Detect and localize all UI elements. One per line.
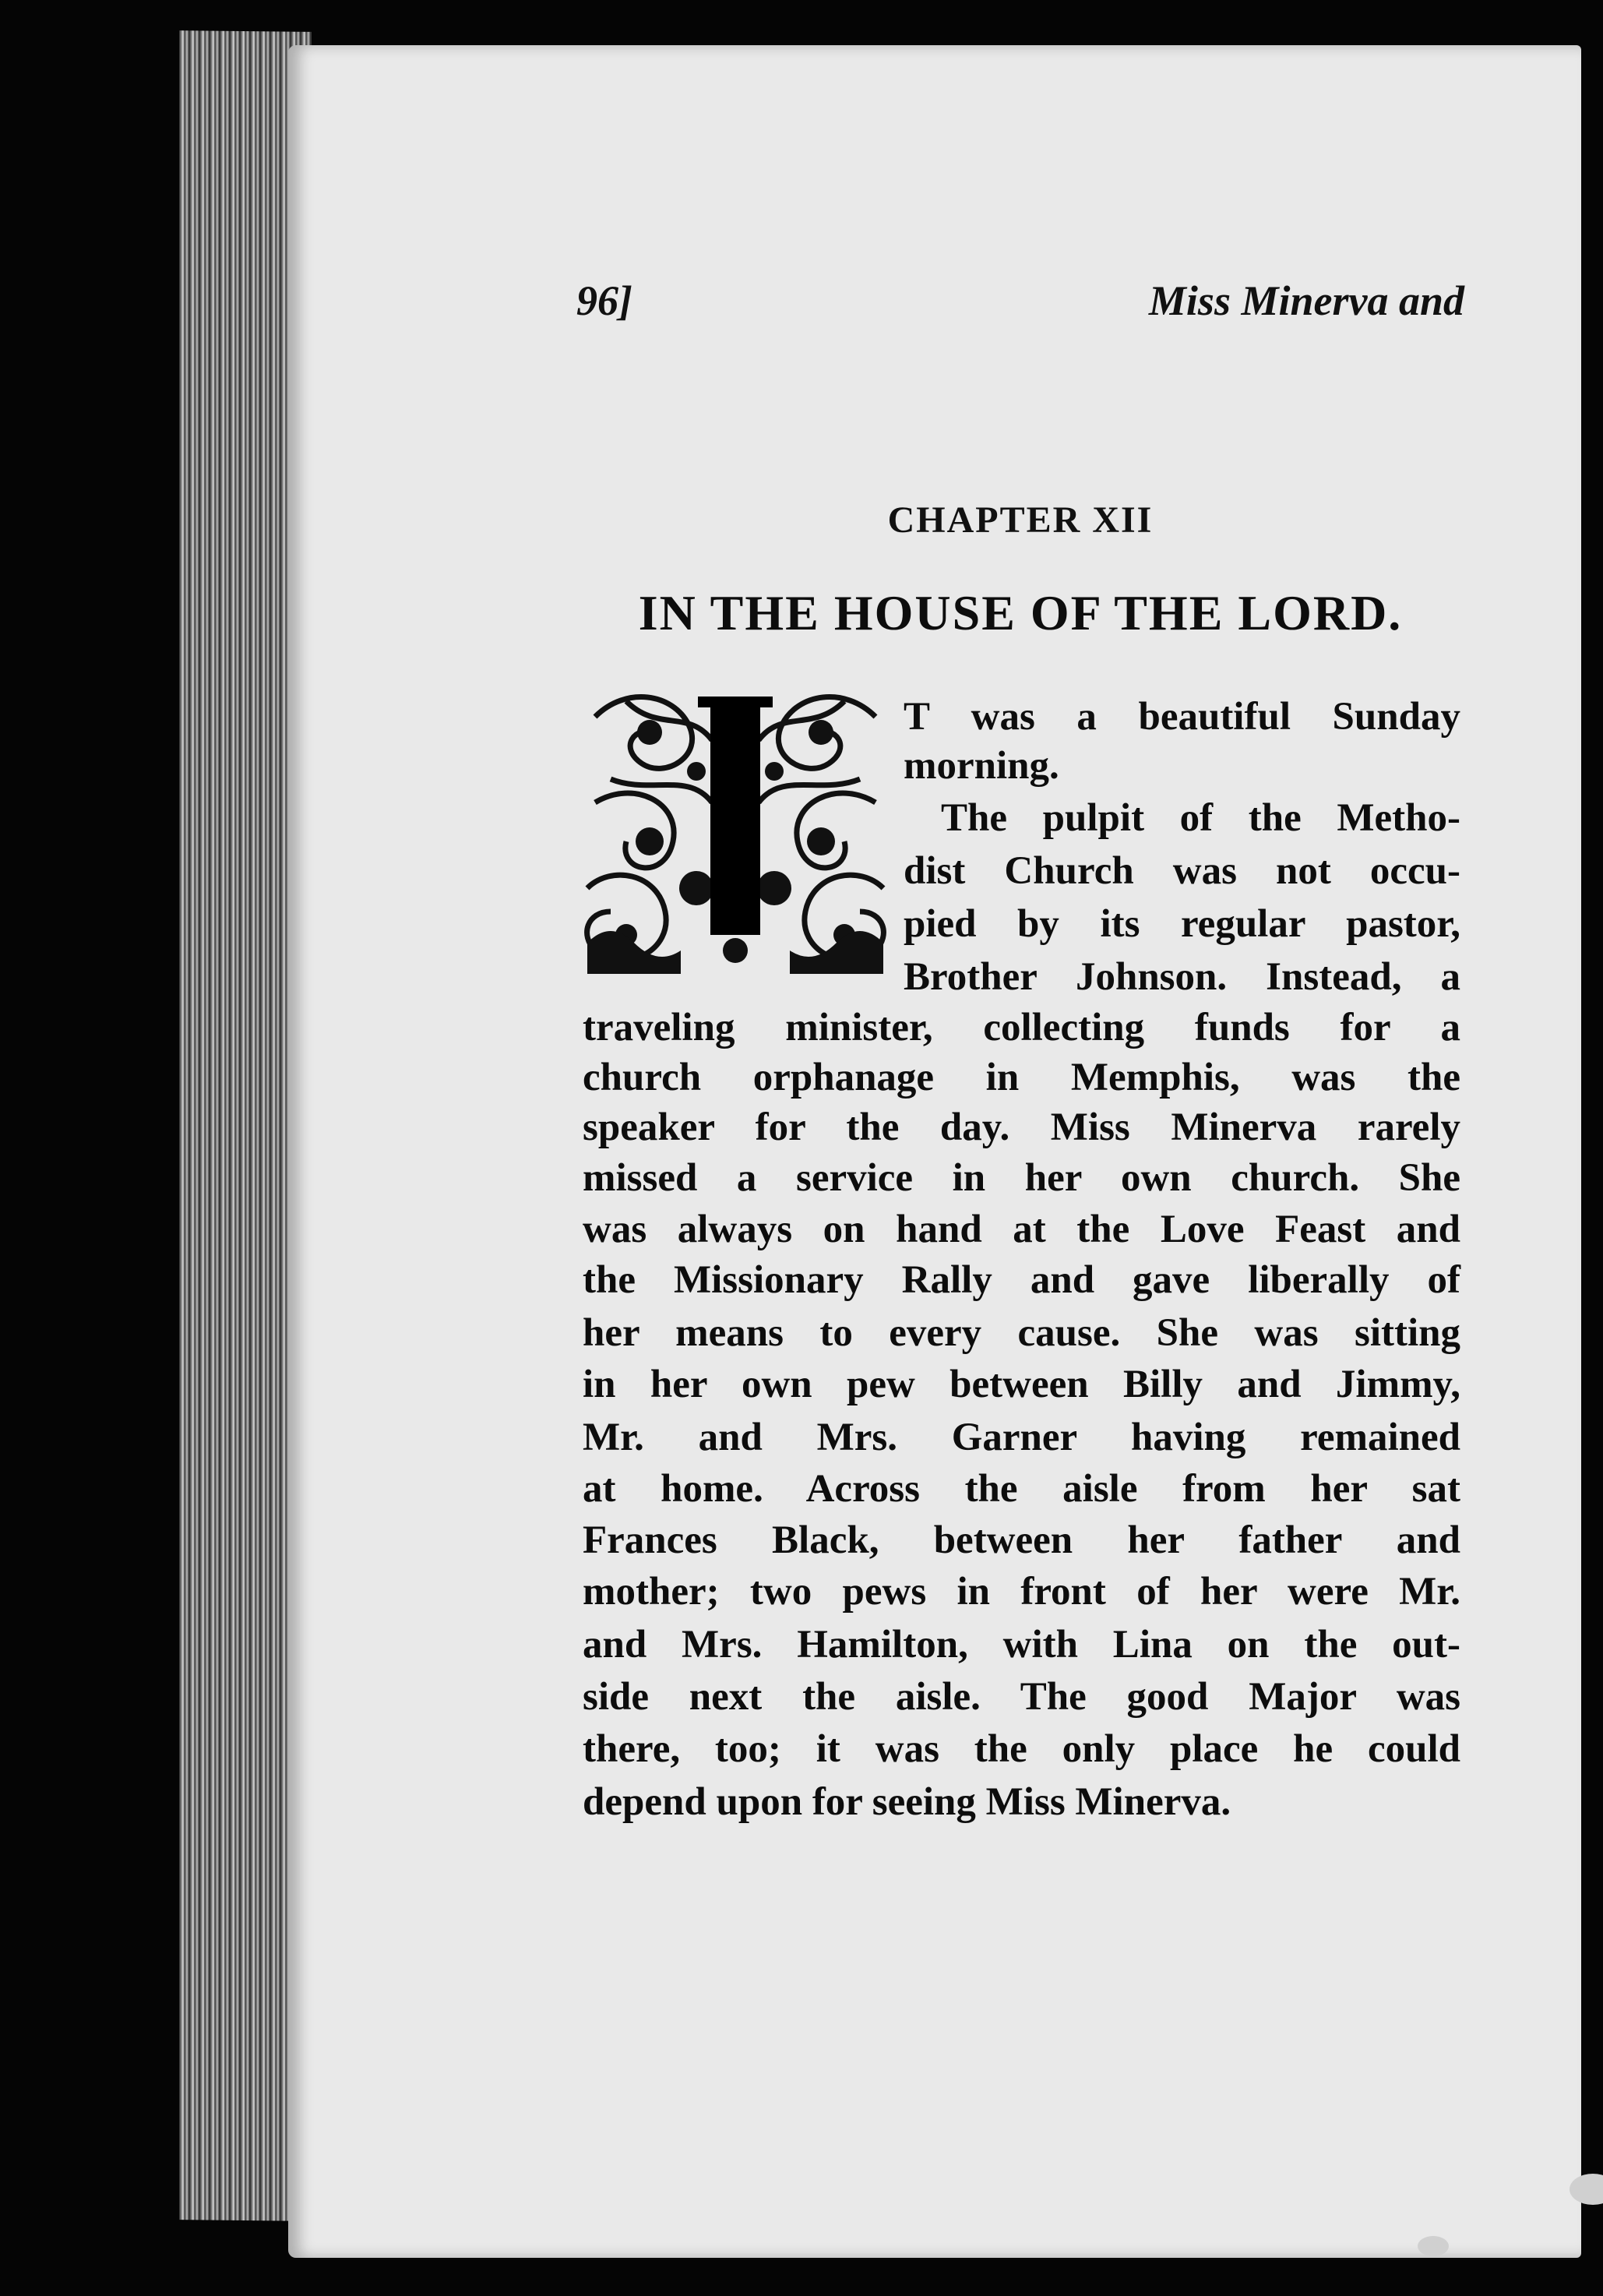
- text-line: Brother Johnson. Instead, a: [904, 955, 1460, 999]
- chapter-number: CHAPTER XII: [887, 499, 1154, 541]
- scan-speck: [1418, 2236, 1449, 2256]
- running-title: Miss Minerva and: [1148, 277, 1464, 324]
- text-line: was always on hand at the Love Feast and: [583, 1208, 1460, 1251]
- text-line: depend upon for seeing Miss Minerva.: [583, 1780, 1231, 1824]
- text-line: mother; two pews in front of her were Mr.: [583, 1570, 1460, 1614]
- text-line: her means to every cause. She was sitting: [583, 1311, 1460, 1355]
- text-line: speaker for the day. Miss Minerva rarely: [583, 1106, 1460, 1149]
- text-line: dist Church was not occu-: [904, 849, 1460, 893]
- text-line: there, too; it was the only place he could: [583, 1727, 1460, 1771]
- page-number: 96]: [576, 277, 632, 324]
- text-line: in her own pew between Billy and Jimmy,: [583, 1363, 1460, 1406]
- text-line: pied by its regular pastor,: [904, 902, 1460, 946]
- text-line: T was a beautiful Sunday: [904, 695, 1460, 739]
- text-line: morning.: [904, 744, 1059, 788]
- text-line: traveling minister, collecting funds for a: [583, 1006, 1460, 1049]
- text-line: at home. Across the aisle from her sat: [583, 1467, 1460, 1511]
- text-line: missed a service in her own church. She: [583, 1156, 1460, 1200]
- text-line: church orphanage in Memphis, was the: [583, 1056, 1460, 1099]
- text-line: the Missionary Rally and gave liberally of: [583, 1258, 1460, 1302]
- text-line: and Mrs. Hamilton, with Lina on the out-: [583, 1623, 1460, 1666]
- text-line: Mr. and Mrs. Garner having remained: [583, 1416, 1460, 1459]
- text-line: The pulpit of the Metho-: [941, 796, 1460, 840]
- chapter-title: IN THE HOUSE OF THE LORD.: [638, 585, 1403, 640]
- text-line: Frances Black, between her father and: [583, 1518, 1460, 1562]
- text-line: side next the aisle. The good Major was: [583, 1675, 1460, 1719]
